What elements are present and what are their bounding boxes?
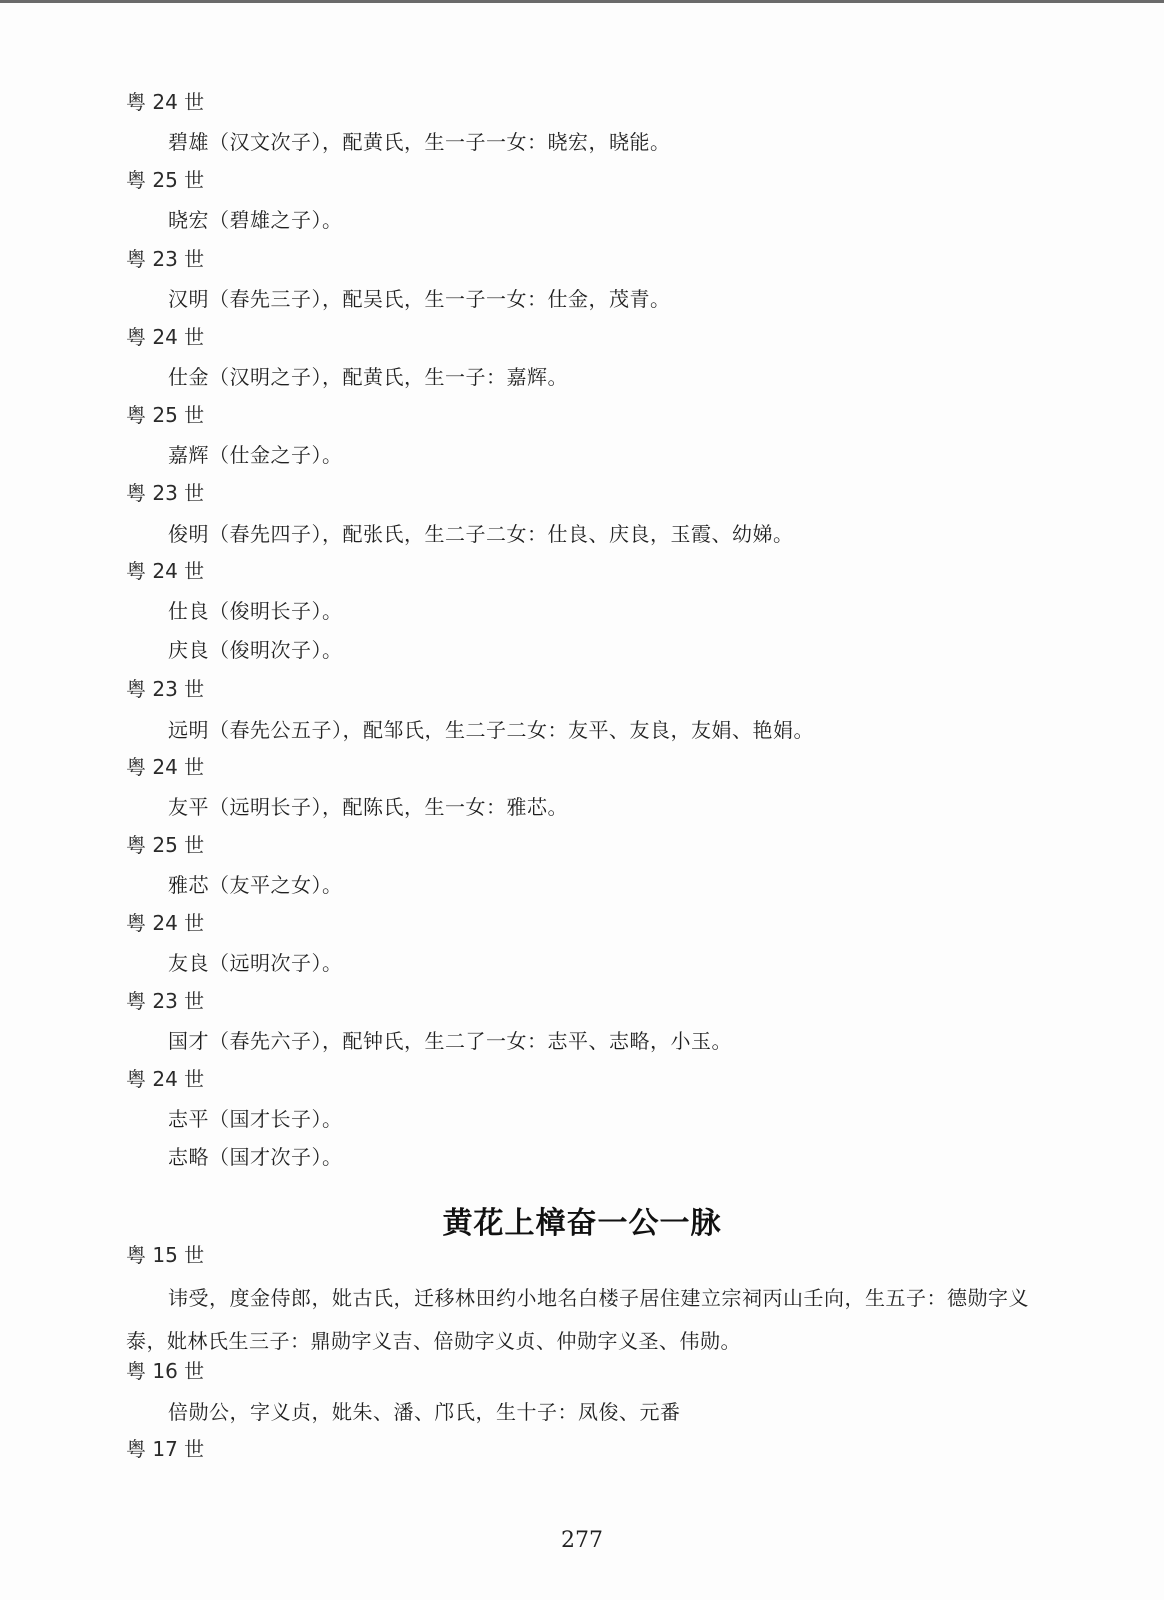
generation-heading: 粤 24 世 bbox=[126, 559, 205, 583]
genealogy-entry: 嘉辉（仕金之子）。 bbox=[168, 443, 343, 467]
genealogy-entry: 倍勋公，字义贞，妣朱、潘、邝氏，生十子：凤俊、元番 bbox=[168, 1400, 681, 1424]
genealogy-entry: 俊明（春先四子），配张氏，生二子二女：仕良、庆良，玉霞、幼娣。 bbox=[168, 522, 794, 546]
generation-heading: 粤 15 世 bbox=[126, 1243, 205, 1267]
genealogy-entry: 汉明（春先三子），配吴氏，生一子一女：仕金，茂青。 bbox=[168, 287, 671, 311]
genealogy-entry: 友平（远明长子），配陈氏，生一女：雅芯。 bbox=[168, 795, 568, 819]
generation-heading: 粤 23 世 bbox=[126, 481, 205, 505]
genealogy-entry: 庆良（俊明次子）。 bbox=[168, 638, 343, 662]
generation-heading: 粤 16 世 bbox=[126, 1359, 205, 1383]
page-number: 277 bbox=[561, 1528, 603, 1553]
genealogy-entry: 国才（春先六子），配钟氏，生二了一女：志平、志略，小玉。 bbox=[168, 1029, 732, 1053]
genealogy-entry: 碧雄（汉文次子），配黄氏，生一子一女：晓宏，晓能。 bbox=[168, 130, 671, 154]
section-title: 黄花上樟奋一公一脉 bbox=[442, 1206, 722, 1241]
genealogy-entry: 晓宏（碧雄之子）。 bbox=[168, 208, 343, 232]
genealogy-entry: 志略（国才次子）。 bbox=[168, 1145, 343, 1169]
generation-heading: 粤 24 世 bbox=[126, 1067, 205, 1091]
generation-heading: 粤 17 世 bbox=[126, 1437, 205, 1461]
genealogy-entry: 友良（远明次子）。 bbox=[168, 951, 343, 975]
generation-heading: 粤 25 世 bbox=[126, 403, 205, 427]
genealogy-entry-continuation: 泰，妣林氏生三子：鼎勋字义吉、倍勋字义贞、仲勋字义圣、伟勋。 bbox=[126, 1329, 741, 1353]
genealogy-entry: 仕金（汉明之子），配黄氏，生一子：嘉辉。 bbox=[168, 365, 568, 389]
genealogy-entry: 讳受，度金侍郎，妣古氏，迁移林田约小地名白楼子居住建立宗祠丙山壬向，生五子：德勋字义 bbox=[168, 1286, 1029, 1310]
genealogy-entry: 雅芯（友平之女）。 bbox=[168, 873, 343, 897]
genealogy-entry: 仕良（俊明长子）。 bbox=[168, 599, 343, 623]
generation-heading: 粤 23 世 bbox=[126, 247, 205, 271]
generation-heading: 粤 24 世 bbox=[126, 90, 205, 114]
generation-heading: 粤 24 世 bbox=[126, 911, 205, 935]
genealogy-entry: 志平（国才长子）。 bbox=[168, 1107, 343, 1131]
genealogy-entry: 远明（春先公五子），配邹氏，生二子二女：友平、友良，友娟、艳娟。 bbox=[168, 718, 814, 742]
generation-heading: 粤 24 世 bbox=[126, 755, 205, 779]
generation-heading: 粤 25 世 bbox=[126, 168, 205, 192]
generation-heading: 粤 24 世 bbox=[126, 325, 205, 349]
generation-heading: 粤 23 世 bbox=[126, 989, 205, 1013]
generation-heading: 粤 25 世 bbox=[126, 833, 205, 857]
generation-heading: 粤 23 世 bbox=[126, 677, 205, 701]
